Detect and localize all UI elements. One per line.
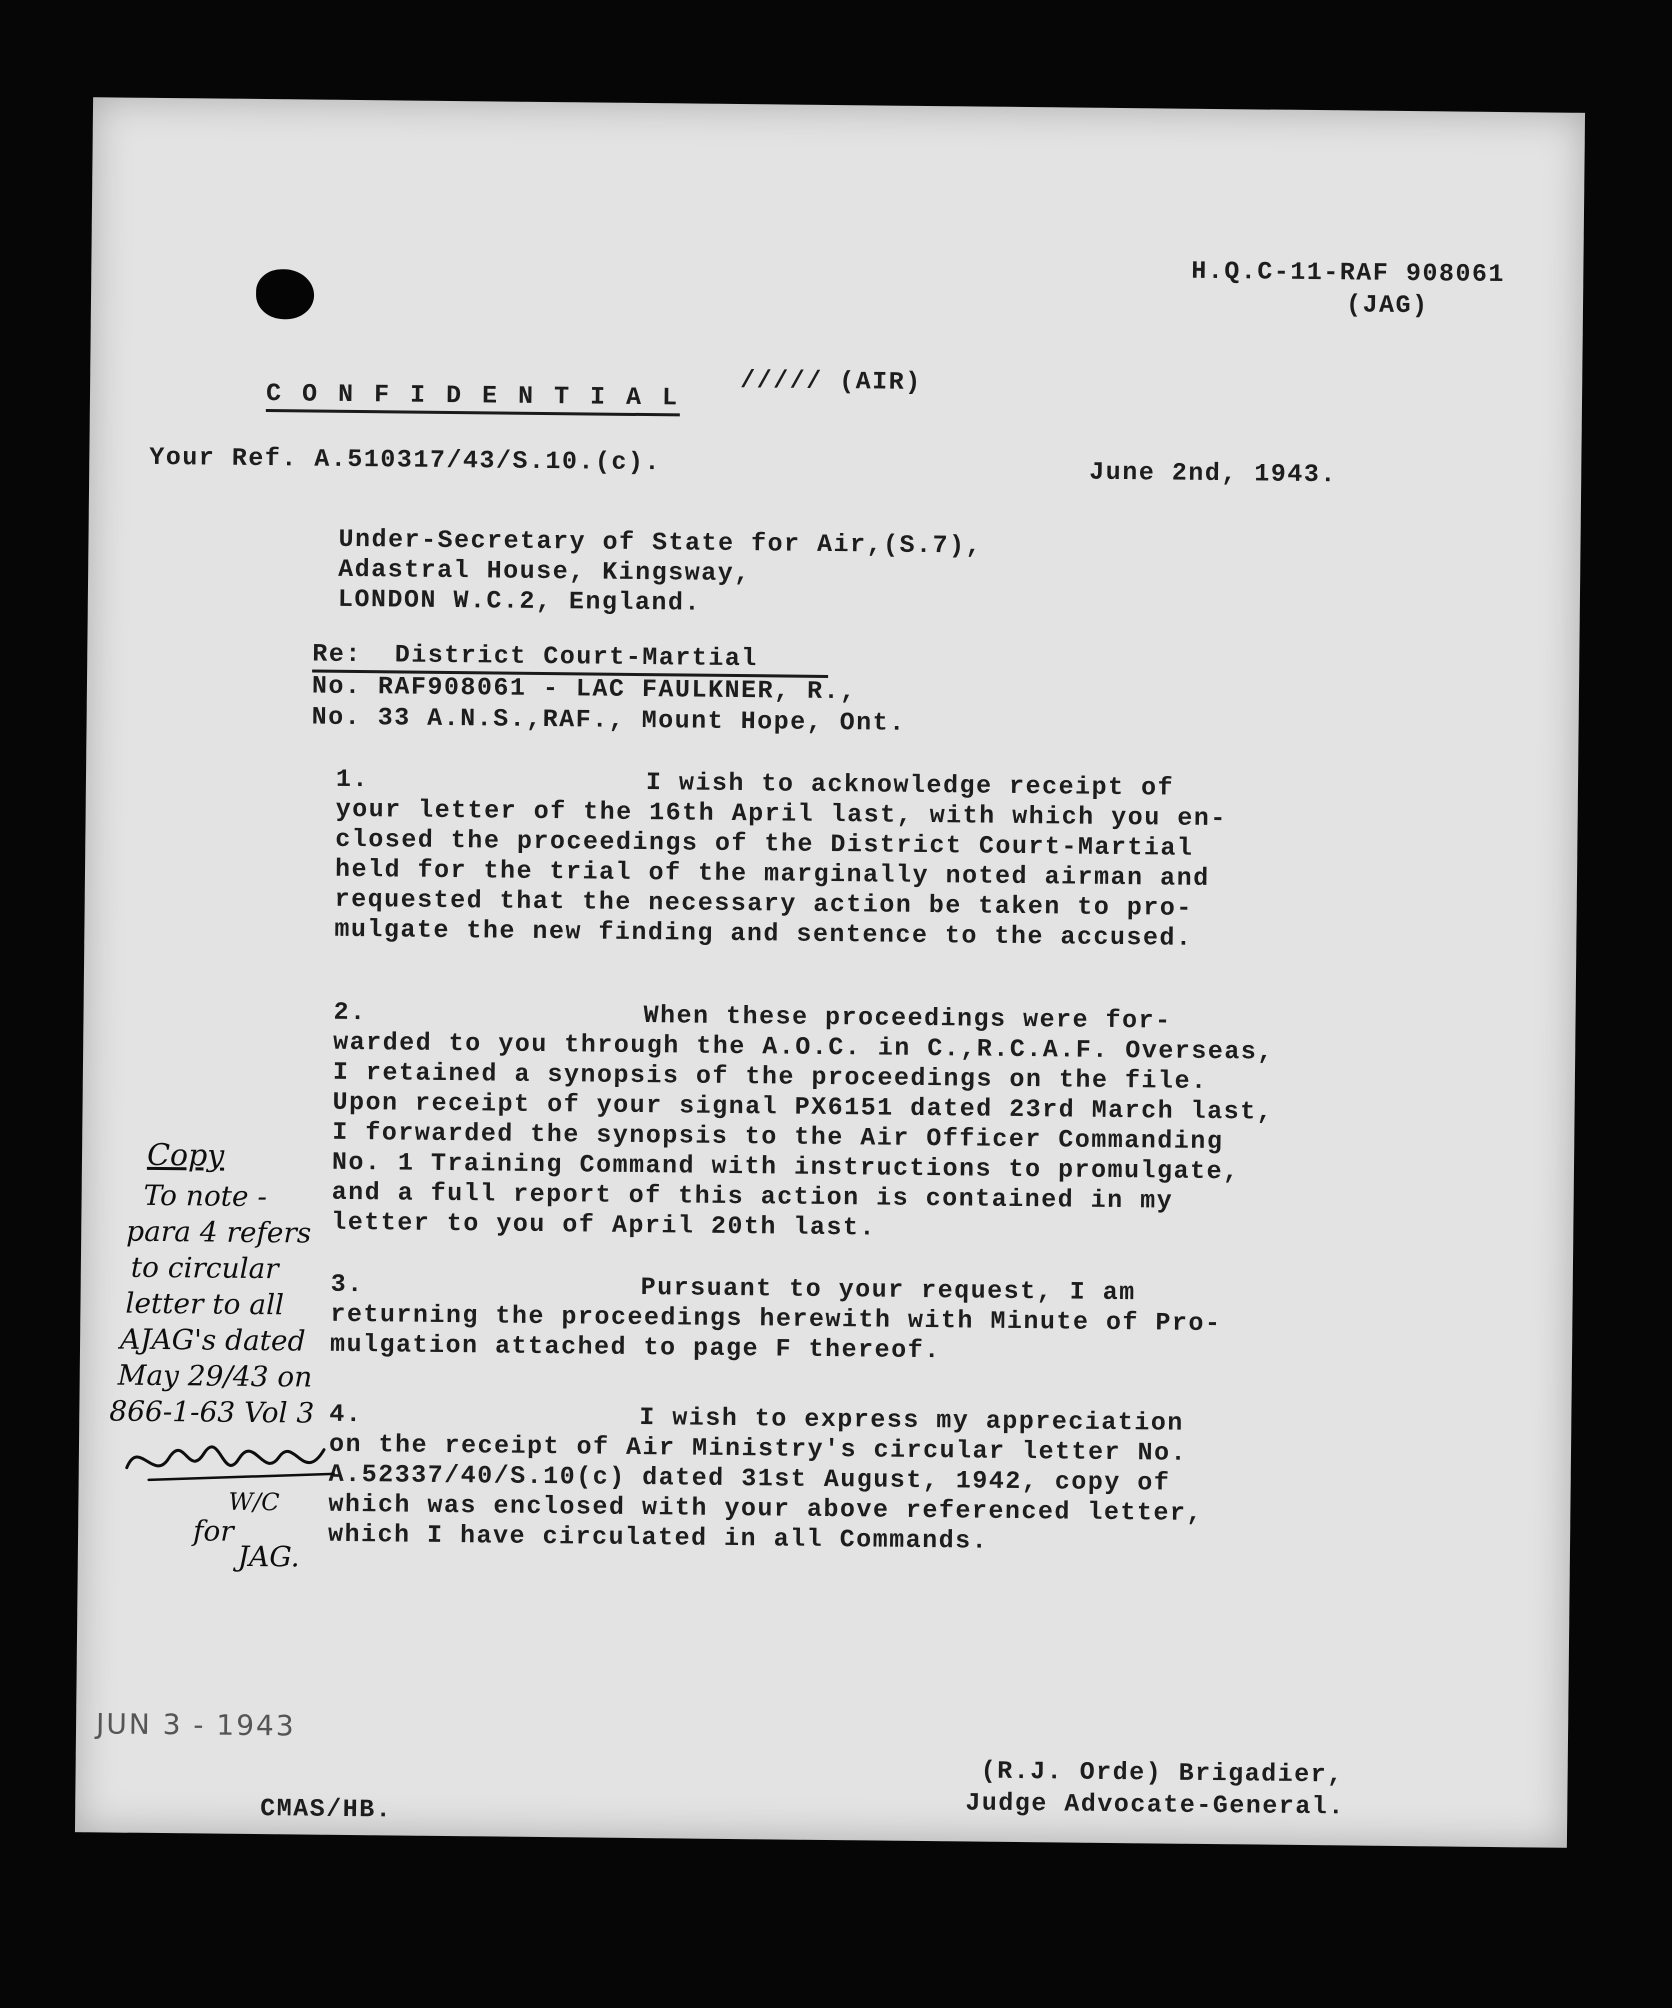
paragraph-line: and a full report of this action is contained in my — [331, 1177, 1174, 1216]
received-date-stamp: JUN 3 - 1943 — [95, 1707, 296, 1743]
paragraph-line: which was enclosed with your above referenced letter, — [328, 1489, 1204, 1528]
handwritten-rank: W/C — [228, 1487, 280, 1517]
your-reference: Your Ref. A.510317/43/S.10.(c). — [149, 442, 662, 478]
paragraph-line: your letter of the 16th April last, with which you en- — [335, 794, 1227, 834]
paragraph-line: warded to you through the A.O.C. in C.,R.C.A.F. Overseas, — [333, 1027, 1274, 1067]
paragraph-line: on the receipt of Air Ministry's circular letter No. — [328, 1429, 1188, 1468]
handwritten-note-line: May 29/43 on — [117, 1358, 313, 1394]
classification-marks: ///// (AIR) — [740, 366, 922, 397]
handwritten-note-line: to circular — [130, 1250, 279, 1286]
classification-label: C O N F I D E N T I A L — [266, 379, 680, 416]
handwritten-note-line: para 4 refers — [126, 1214, 312, 1250]
addressee-line: LONDON W.C.2, England. — [337, 584, 702, 618]
paragraph-line: I wish to acknowledge receipt of — [645, 768, 1175, 803]
letter-date: June 2nd, 1943. — [1089, 457, 1337, 490]
handwritten-for: for — [192, 1514, 234, 1548]
paragraph-line: mulgation attached to page F thereof. — [329, 1329, 941, 1366]
paragraph-line: which I have circulated in all Commands. — [327, 1519, 989, 1556]
letter-page — [75, 97, 1585, 1848]
paragraph-line: A.52337/40/S.10(c) dated 31st August, 1942, copy of — [328, 1459, 1171, 1498]
handwritten-note-line: letter to all — [125, 1286, 285, 1322]
paragraph-line: I wish to express my appreciation — [639, 1403, 1185, 1438]
punch-hole — [256, 269, 315, 320]
paragraph-number: 1. — [335, 764, 370, 795]
paragraph-line: mulgate the new finding and sentence to the accused. — [334, 914, 1193, 953]
paragraph-line: closed the proceedings of the District Court-Martial — [335, 824, 1194, 863]
handwritten-copy: Copy — [146, 1137, 225, 1174]
paragraph-line: No. 1 Training Command with instructions to promulgate, — [331, 1147, 1240, 1187]
paragraph-line: When these proceedings were for- — [643, 1001, 1172, 1036]
subject-line: No. 33 A.N.S.,RAF., Mount Hope, Ont. — [311, 702, 906, 738]
paragraph-line: held for the trial of the marginally noted airman and — [334, 854, 1210, 893]
handwritten-office: JAG. — [237, 1539, 300, 1574]
handwritten-note-line: AJAG's dated — [119, 1322, 306, 1358]
handwritten-note-line: To note - — [143, 1178, 268, 1214]
signature-name: (R.J. Orde) Brigadier, — [980, 1756, 1344, 1790]
paragraph-line: letter to you of April 20th last. — [331, 1207, 877, 1243]
paragraph-line: Pursuant to your request, I am — [640, 1273, 1136, 1308]
file-reference: H.Q.C-11-RAF 908061 — [1191, 256, 1506, 290]
addressee-line: Adastral House, Kingsway, — [338, 554, 751, 589]
paragraph-line: Upon receipt of your signal PX6151 dated 23rd March last, — [332, 1087, 1274, 1127]
addressee-line: Under-Secretary of State for Air,(S.7), — [338, 524, 983, 561]
subject-re: Re: District Court-Martial — [312, 640, 828, 678]
paragraph-number: 4. — [329, 1399, 363, 1430]
paragraph-line: requested that the necessary action be taken to pro- — [334, 884, 1193, 923]
signature-title: Judge Advocate-General. — [965, 1788, 1346, 1822]
file-reference-jag: (JAG) — [1345, 290, 1429, 321]
typist-initials: CMAS/HB. — [260, 1794, 393, 1825]
paragraph-number: 3. — [330, 1269, 364, 1300]
paragraph-number: 2. — [333, 997, 367, 1028]
subject-line: No. RAF908061 - LAC FAULKNER, R., — [311, 671, 857, 707]
paragraph-line: I forwarded the synopsis to the Air Officer Commanding — [332, 1117, 1224, 1157]
paragraph-line: returning the proceedings herewith with Minute of Pro- — [330, 1299, 1222, 1339]
paragraph-line: I retained a synopsis of the proceedings on the file. — [332, 1057, 1208, 1096]
handwritten-note-line: 866-1-63 Vol 3 — [109, 1394, 315, 1430]
